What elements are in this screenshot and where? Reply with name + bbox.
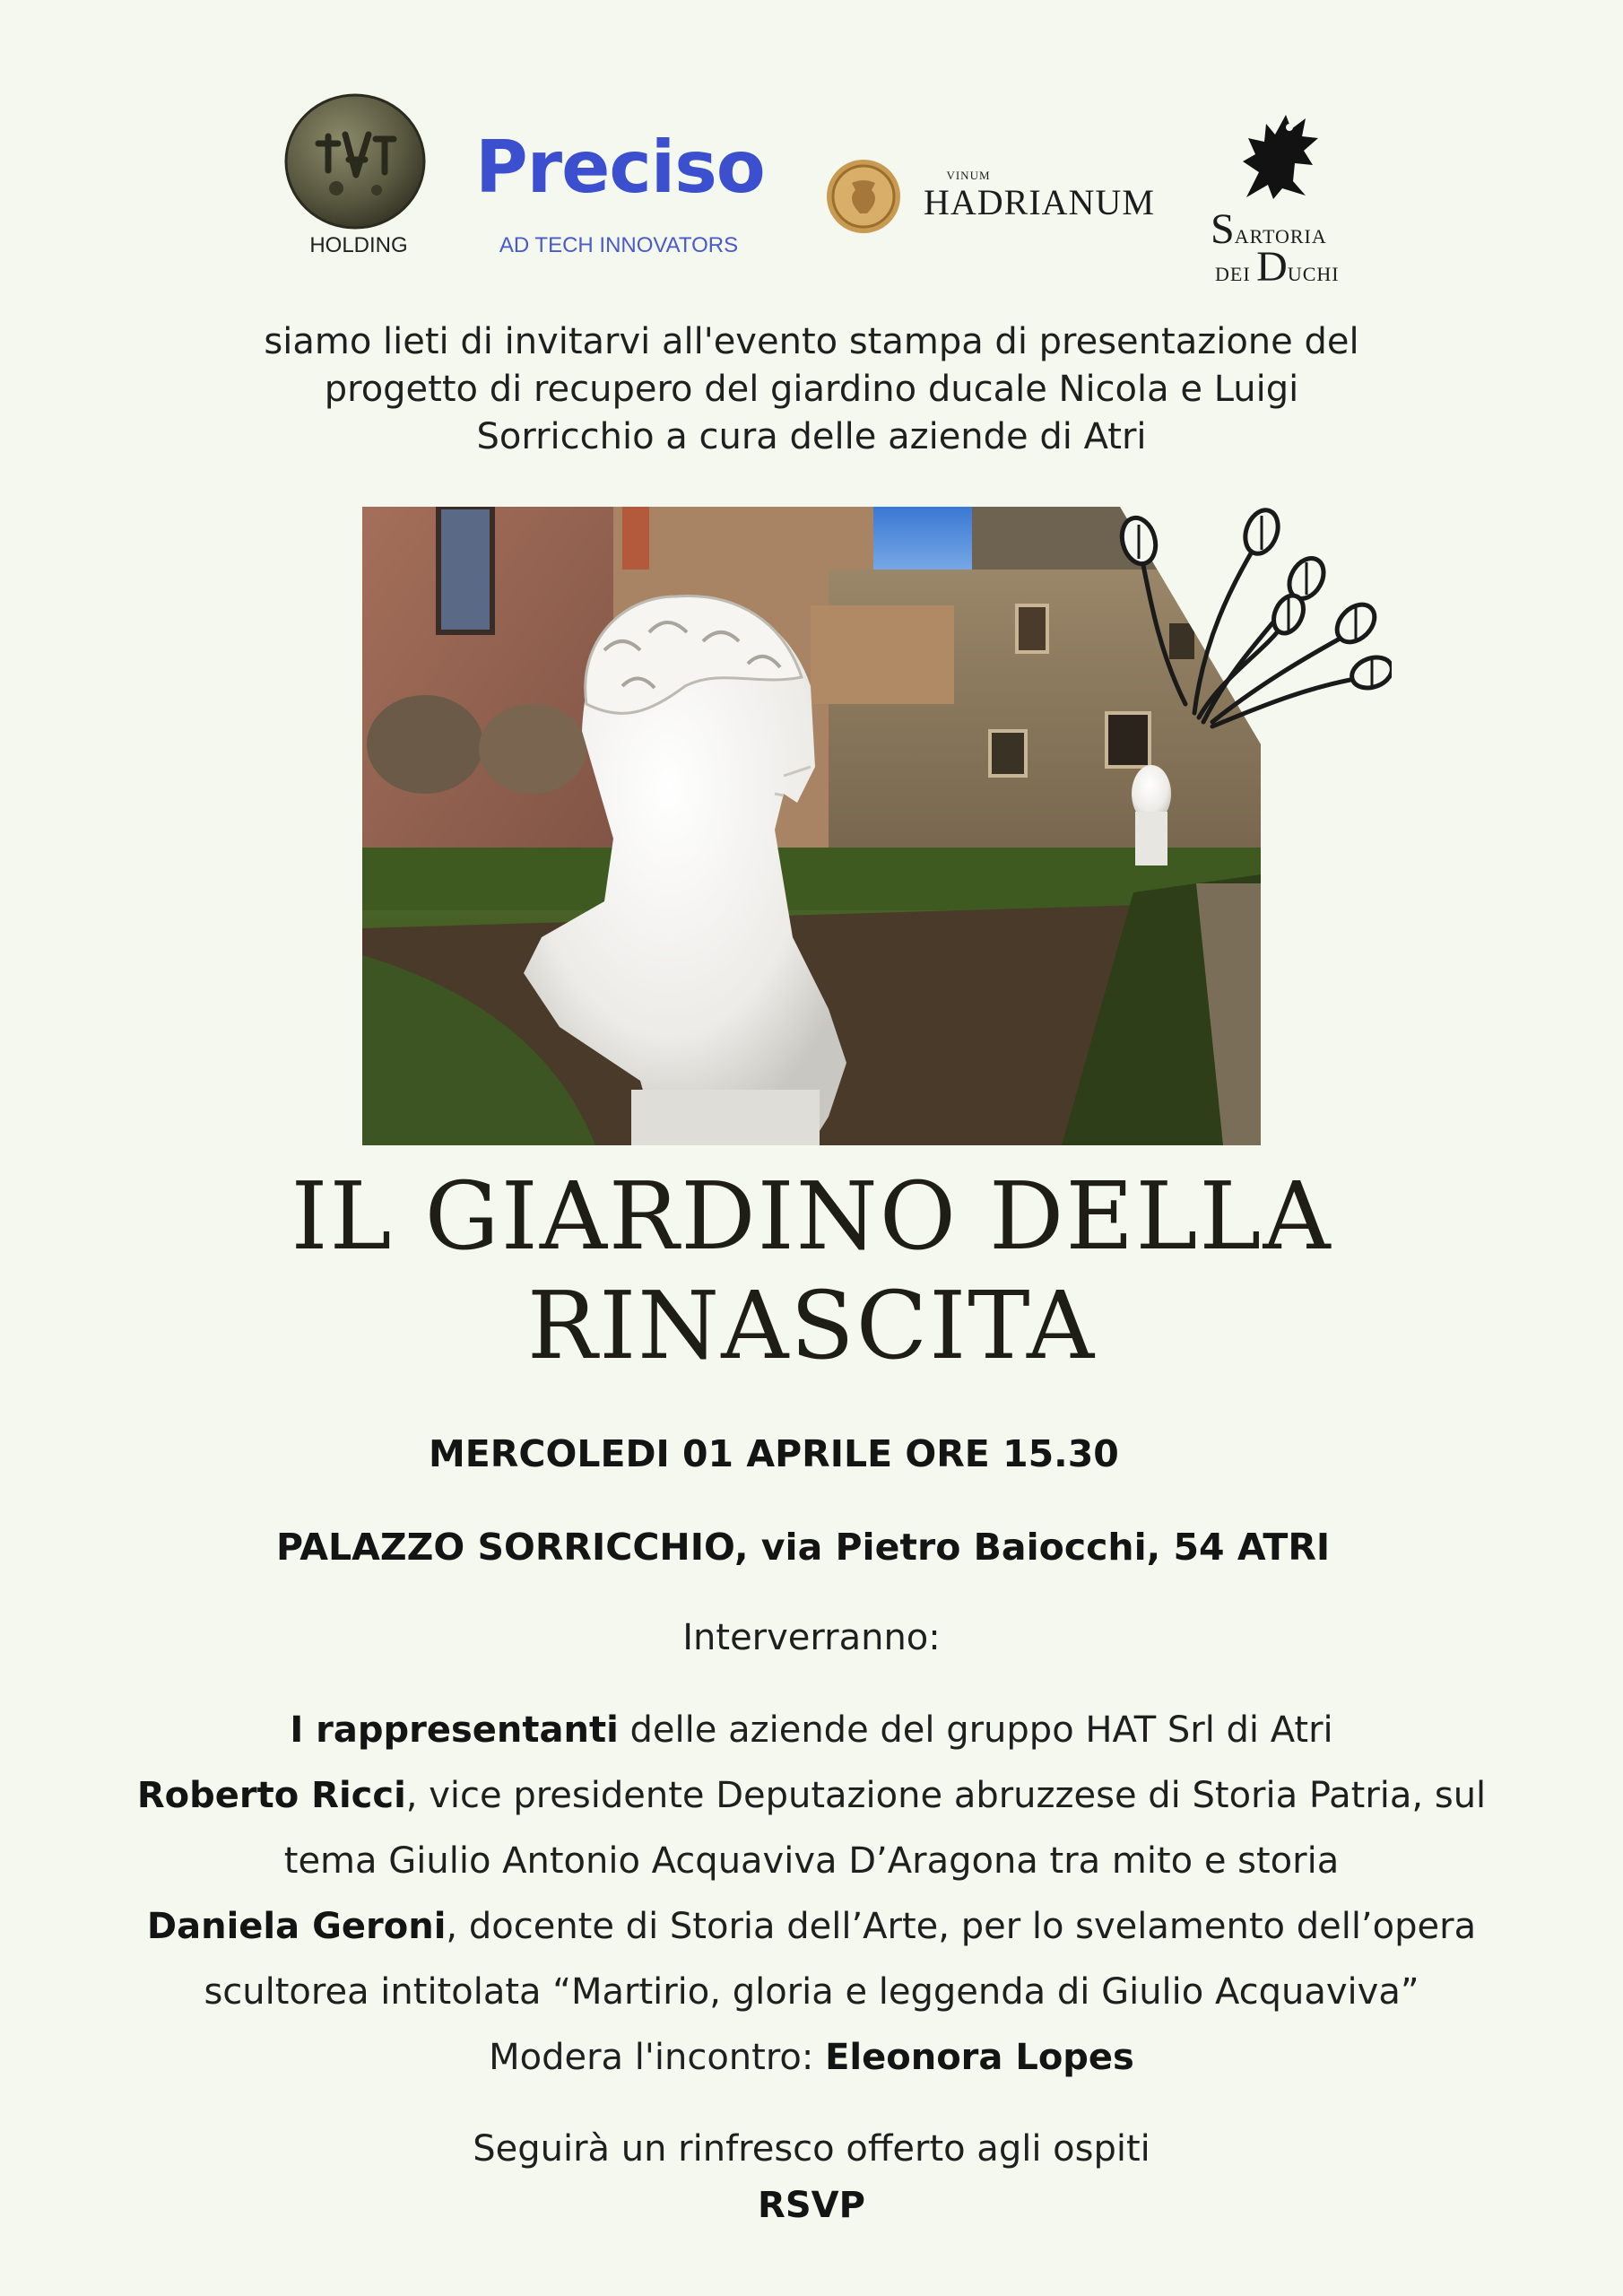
speaker-text: delle aziende del gruppo HAT Srl di Atri — [618, 1709, 1333, 1751]
preciso-wordmark: Preciso — [475, 126, 765, 209]
speakers-list — [54, 1698, 1569, 2091]
sartoria-logo — [1202, 99, 1363, 291]
rampant-lion-icon — [1219, 99, 1327, 206]
hadrianum-logo — [825, 152, 1155, 242]
event-venue: PALAZZO SORRICCHIO, via Pietro Baiocchi, 54 ATRI — [276, 1526, 1331, 1569]
moderator-name: Eleonora Lopes — [825, 2037, 1134, 2078]
preciso-logo — [475, 126, 765, 269]
event-date: MERCOLEDI 01 APRILE ORE 15.30 — [429, 1432, 1119, 1475]
speaker-line: tema Giulio Antonio Acquaviva D’Aragona tra mito e storia — [283, 1840, 1340, 1882]
moderator-line — [54, 2025, 1569, 2091]
preciso-tagline: AD TECH INNOVATORS — [499, 233, 739, 257]
hadrianum-wordmark: HADRIANUM — [924, 182, 1155, 222]
speaker-name: Daniela Geroni — [146, 1906, 447, 1947]
holding-logo — [282, 90, 435, 269]
speaker-name: I rappresentanti — [290, 1709, 619, 1751]
event-title — [108, 1161, 1515, 1380]
moderator-label: Modera l'incontro: — [489, 2037, 826, 2078]
flower-sprig-icon — [1087, 498, 1392, 749]
amphora-seal-icon — [825, 158, 902, 235]
sartoria-line-2: DEI DUCHI — [1215, 243, 1340, 291]
speaker-line — [54, 1763, 1569, 1829]
title-line-1: IL GIARDINO DELLA — [291, 1161, 1332, 1271]
vinum-label: VINUM — [946, 169, 991, 182]
refreshment-note: Seguirà un rinfresco offerto agli ospiti — [473, 2128, 1150, 2170]
speaker-name: Roberto Ricci — [136, 1775, 406, 1816]
speaker-text: , vice presidente Deputazione abruzzese di Storia Patria, sul — [405, 1775, 1487, 1816]
sartoria-line-1: SARTORIA — [1211, 205, 1327, 253]
speaker-line — [54, 1894, 1569, 1960]
speaker-line — [54, 1698, 1569, 1763]
intro-line: siamo lieti di invitarvi all'evento stampa di presentazione del — [264, 321, 1359, 362]
title-line-2: RINASCITA — [526, 1271, 1097, 1380]
holding-label: HOLDING — [309, 233, 408, 257]
intro-line: progetto di recupero del giardino ducale Nicola e Luigi — [324, 369, 1299, 410]
invitation-intro — [179, 318, 1444, 461]
speaker-line: scultorea intitolata “Martirio, gloria e leggenda di Giulio Acquaviva” — [204, 1971, 1419, 2013]
speakers-heading: Interverranno: — [682, 1617, 941, 1658]
intro-line: Sorricchio a cura delle aziende di Atri — [476, 416, 1147, 457]
speaker-text: , docente di Storia dell’Arte, per lo svelamento dell’opera — [446, 1906, 1477, 1947]
rsvp-label: RSVP — [758, 2185, 865, 2226]
ancient-coin-icon — [282, 90, 428, 235]
